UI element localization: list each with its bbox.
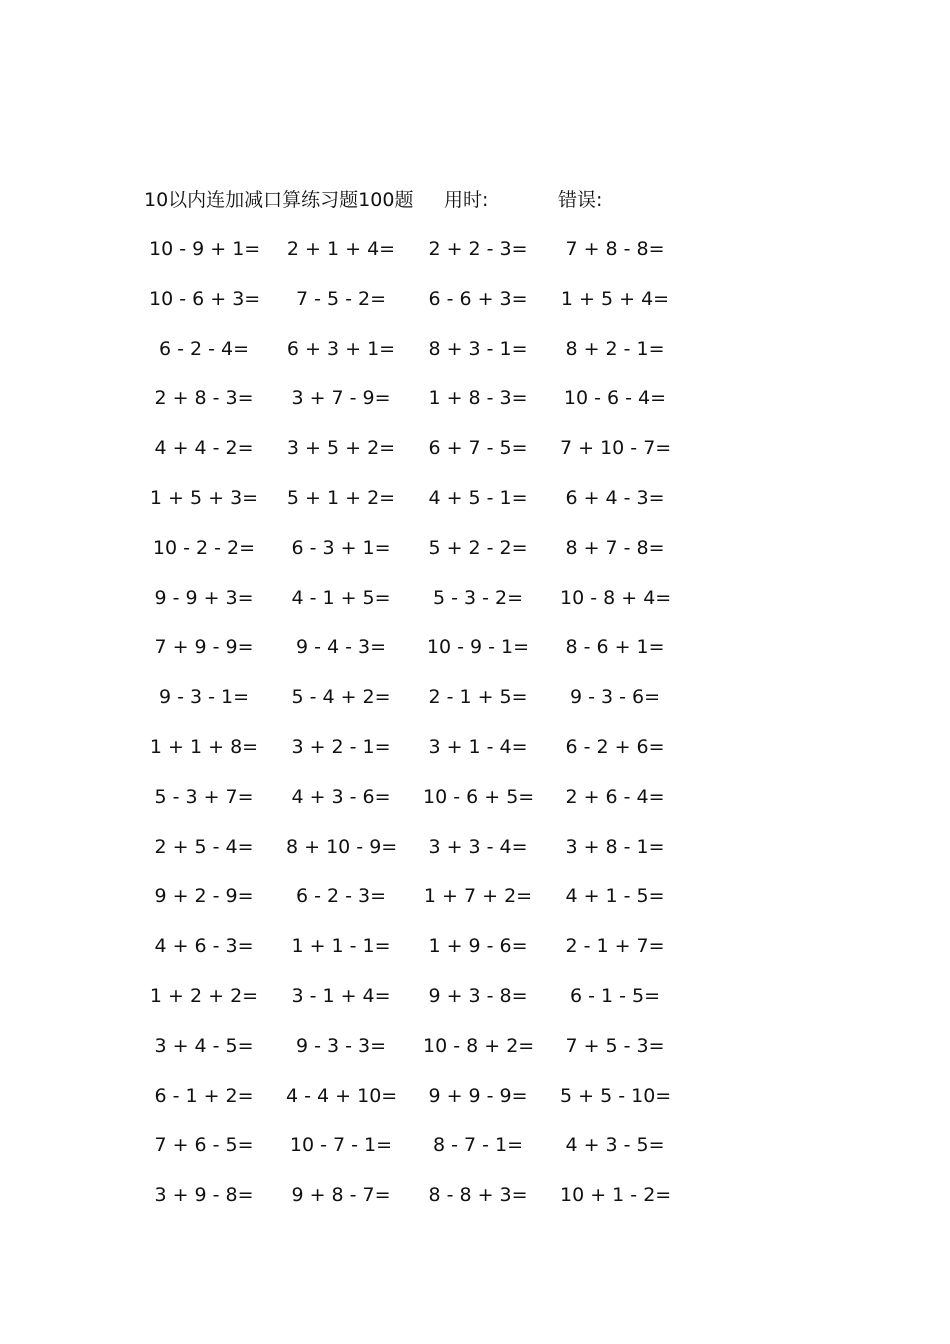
problem-item: 10 - 7 - 1=: [289, 1134, 393, 1157]
problem-row: [0, 783, 950, 833]
problem-item: 7 + 6 - 5=: [154, 1134, 254, 1157]
problem-item: 3 + 7 - 9=: [291, 387, 391, 410]
problem-item: 8 - 8 + 3=: [428, 1184, 528, 1207]
problem-item: 1 + 2 + 2=: [149, 984, 259, 1007]
problem-item: 5 + 1 + 2=: [286, 486, 396, 509]
problem-row: [0, 882, 950, 932]
problem-item: 6 - 2 - 3=: [295, 885, 387, 908]
problem-item: 3 + 8 - 1=: [565, 835, 665, 858]
problem-item: 4 + 3 - 5=: [565, 1134, 665, 1157]
problem-item: 4 + 1 - 5=: [565, 885, 665, 908]
problem-row: [0, 534, 950, 584]
problem-item: 2 + 2 - 3=: [428, 238, 528, 260]
problem-item: 3 + 2 - 1=: [291, 735, 391, 758]
problem-item: 10 - 6 - 4=: [563, 387, 667, 410]
problem-row: [0, 1032, 950, 1082]
problem-item: 3 - 1 + 4=: [291, 984, 391, 1007]
problem-item: 5 + 2 - 2=: [428, 536, 528, 559]
problem-item: 9 + 9 - 9=: [428, 1084, 528, 1107]
problem-item: 6 - 1 - 5=: [569, 984, 661, 1007]
problem-item: 7 - 5 - 2=: [295, 287, 387, 310]
problem-item: 5 - 4 + 2=: [291, 686, 391, 709]
worksheet-header: [0, 186, 950, 214]
problem-item: 7 + 9 - 9=: [154, 636, 254, 659]
problem-item: 4 + 6 - 3=: [154, 935, 254, 958]
problem-item: 8 - 6 + 1=: [565, 636, 665, 659]
problem-item: 6 + 7 - 5=: [428, 437, 528, 460]
problem-item: 9 - 4 - 3=: [295, 636, 387, 659]
problem-item: 9 - 9 + 3=: [154, 586, 254, 609]
problem-grid: [0, 235, 950, 1231]
problem-row: [0, 235, 950, 285]
problem-item: 4 + 5 - 1=: [428, 486, 528, 509]
problem-item: 6 - 2 + 6=: [565, 735, 665, 758]
problem-item: 4 + 4 - 2=: [154, 437, 254, 460]
problem-item: 3 + 5 + 2=: [286, 437, 396, 460]
problem-item: 6 + 3 + 1=: [286, 337, 396, 360]
problem-item: 4 - 1 + 5=: [291, 586, 391, 609]
problem-row: [0, 932, 950, 982]
problem-item: 9 - 3 - 1=: [158, 686, 250, 709]
problem-item: 8 - 7 - 1=: [432, 1134, 524, 1157]
problem-item: 1 + 9 - 6=: [428, 935, 528, 958]
problem-item: 10 - 9 + 1=: [149, 238, 261, 260]
problem-item: 10 - 6 + 5=: [423, 785, 535, 808]
problem-item: 8 + 7 - 8=: [565, 536, 665, 559]
problem-row: [0, 1082, 950, 1132]
problem-item: 7 + 10 - 7=: [560, 437, 672, 460]
problem-item: 6 - 2 - 4=: [158, 337, 250, 360]
problem-item: 1 + 8 - 3=: [428, 387, 528, 410]
problem-row: [0, 285, 950, 335]
worksheet-title: 10以内连加减口算练习题100题: [144, 189, 414, 211]
problem-item: 10 - 8 + 4=: [560, 586, 672, 609]
problem-item: 3 + 1 - 4=: [428, 735, 528, 758]
problem-item: 3 + 3 - 4=: [428, 835, 528, 858]
problem-row: [0, 434, 950, 484]
problem-item: 1 + 1 - 1=: [291, 935, 391, 958]
problem-item: 9 + 2 - 9=: [154, 885, 254, 908]
problem-item: 7 + 8 - 8=: [565, 238, 665, 260]
problem-row: [0, 335, 950, 385]
problem-item: 6 - 6 + 3=: [428, 287, 528, 310]
problem-item: 1 + 5 + 4=: [560, 287, 670, 310]
problem-item: 10 - 8 + 2=: [423, 1034, 535, 1057]
problem-item: 5 - 3 - 2=: [432, 586, 524, 609]
problem-item: 2 + 8 - 3=: [154, 387, 254, 410]
problem-item: 10 - 6 + 3=: [149, 287, 261, 310]
problem-item: 3 + 4 - 5=: [154, 1034, 254, 1057]
problem-item: 6 - 3 + 1=: [291, 536, 391, 559]
problem-item: 8 + 3 - 1=: [428, 337, 528, 360]
problem-item: 9 + 3 - 8=: [428, 984, 528, 1007]
problem-item: 6 + 4 - 3=: [565, 486, 665, 509]
problem-item: 1 + 7 + 2=: [423, 885, 533, 908]
problem-item: 10 - 2 - 2=: [152, 536, 256, 559]
problem-row: [0, 982, 950, 1032]
problem-item: 2 + 6 - 4=: [565, 785, 665, 808]
problem-item: 2 - 1 + 5=: [428, 686, 528, 709]
problem-row: [0, 733, 950, 783]
errors-label: 错误:: [558, 189, 603, 211]
problem-item: 2 + 1 + 4=: [286, 238, 396, 260]
problem-row: [0, 1131, 950, 1181]
problem-item: 1 + 5 + 3=: [149, 486, 259, 509]
problem-item: 4 + 3 - 6=: [291, 785, 391, 808]
problem-item: 4 - 4 + 10=: [286, 1084, 398, 1107]
problem-row: [0, 584, 950, 634]
problem-item: 10 + 1 - 2=: [560, 1184, 672, 1207]
problem-row: [0, 633, 950, 683]
problem-item: 7 + 5 - 3=: [565, 1034, 665, 1057]
problem-row: [0, 1181, 950, 1231]
problem-item: 10 - 9 - 1=: [426, 636, 530, 659]
problem-item: 2 - 1 + 7=: [565, 935, 665, 958]
problem-row: [0, 384, 950, 434]
problem-item: 8 + 10 - 9=: [286, 835, 398, 858]
problem-row: [0, 683, 950, 733]
problem-item: 9 + 8 - 7=: [291, 1184, 391, 1207]
problem-item: 1 + 1 + 8=: [149, 735, 259, 758]
problem-row: [0, 484, 950, 534]
problem-item: 5 + 5 - 10=: [560, 1084, 672, 1107]
problem-item: 9 - 3 - 6=: [569, 686, 661, 709]
problem-item: 3 + 9 - 8=: [154, 1184, 254, 1207]
time-label: 用时:: [444, 189, 489, 211]
problem-row: [0, 833, 950, 883]
problem-item: 6 - 1 + 2=: [154, 1084, 254, 1107]
problem-item: 9 - 3 - 3=: [295, 1034, 387, 1057]
problem-item: 5 - 3 + 7=: [154, 785, 254, 808]
problem-item: 2 + 5 - 4=: [154, 835, 254, 858]
problem-item: 8 + 2 - 1=: [565, 337, 665, 360]
